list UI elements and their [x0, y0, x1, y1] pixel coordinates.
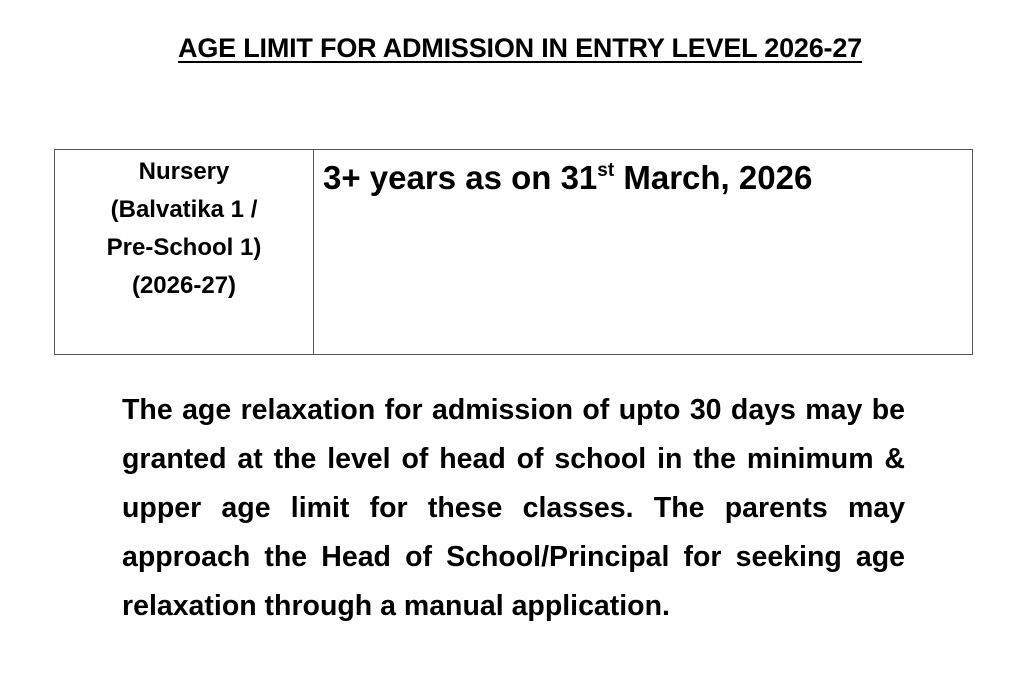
class-name-cell: [55, 150, 314, 355]
age-limit-table: [54, 149, 973, 355]
age-requirement-suffix: March, 2026: [614, 159, 813, 196]
age-requirement-ordinal: st: [597, 160, 615, 181]
age-requirement-cell: [314, 150, 973, 355]
age-requirement-prefix: 3+ years as on 31: [323, 159, 598, 196]
class-name-line: Pre-School 1): [106, 234, 262, 261]
document-title-text: AGE LIMIT FOR ADMISSION IN ENTRY LEVEL 2026-27: [178, 33, 862, 63]
table-row: [55, 150, 973, 355]
age-relaxation-note: The age relaxation for admission of upto 30 days may be granted at the level of head of school in the minimum & upper age limit for these classes. The parents may approach the Head of School/Principal for seeking age relaxation through a manual application.: [122, 394, 905, 622]
class-name-line: (Balvatika 1 /: [110, 196, 258, 223]
class-name-line: Nursery: [138, 158, 230, 185]
document-title: [0, 28, 1024, 68]
class-name-line: (2026-27): [131, 272, 237, 299]
